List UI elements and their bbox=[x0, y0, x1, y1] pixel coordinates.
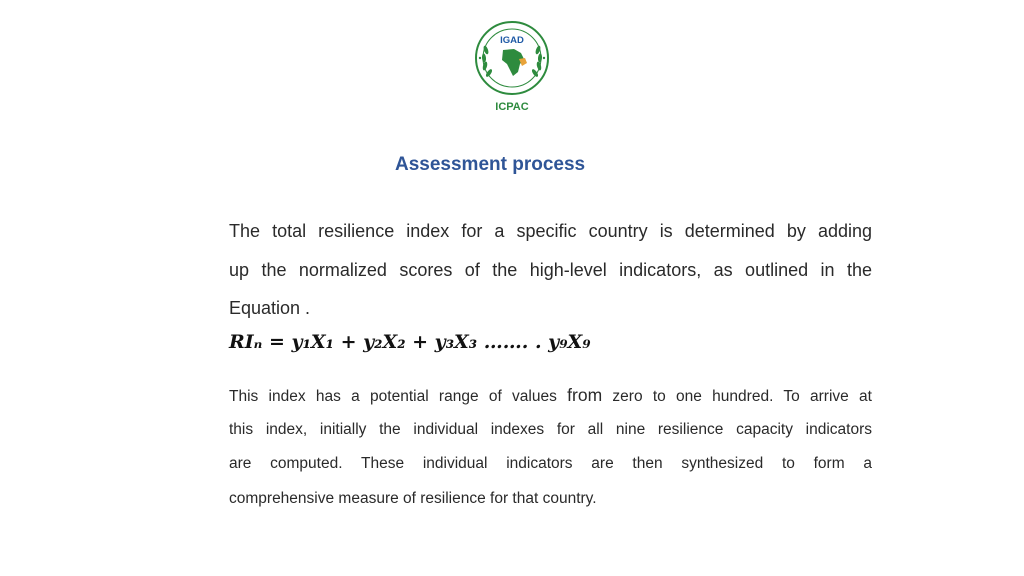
paragraph-intro-line: The total resilience index for a specific country is determined by adding bbox=[229, 221, 872, 241]
line-text-large: from bbox=[567, 385, 603, 405]
line-text: zero to one hundred. To arrive at bbox=[602, 388, 872, 405]
igad-icpac-logo-icon bbox=[466, 20, 558, 116]
paragraph-explanation-line bbox=[229, 378, 872, 413]
igad-icpac-logo bbox=[466, 20, 558, 116]
paragraph-intro bbox=[229, 212, 872, 328]
paragraph-explanation-line: comprehensive measure of resilience for that country. bbox=[229, 489, 597, 507]
resilience-equation: RIₙ = y₁X₁ + y₂X₂ + y₃X₃ ……. . y₉X₉ bbox=[229, 331, 591, 353]
line-text: This index has a potential range of values bbox=[229, 388, 568, 405]
logo-bottom-text: ICPAC bbox=[495, 101, 529, 113]
logo-top-text: IGAD bbox=[500, 35, 524, 46]
paragraph-intro-line: Equation . bbox=[229, 298, 311, 318]
paragraph-intro-line: up the normalized scores of the high-level indicators, as outlined in the bbox=[229, 259, 872, 280]
paragraph-explanation-line: are computed. These individual indicators are then synthesized to form a bbox=[229, 455, 872, 472]
slide-heading: Assessment process bbox=[395, 154, 586, 175]
paragraph-explanation bbox=[229, 378, 872, 516]
paragraph-explanation-line: this index, initially the individual indexes for all nine resilience capacity indicators bbox=[229, 420, 872, 438]
